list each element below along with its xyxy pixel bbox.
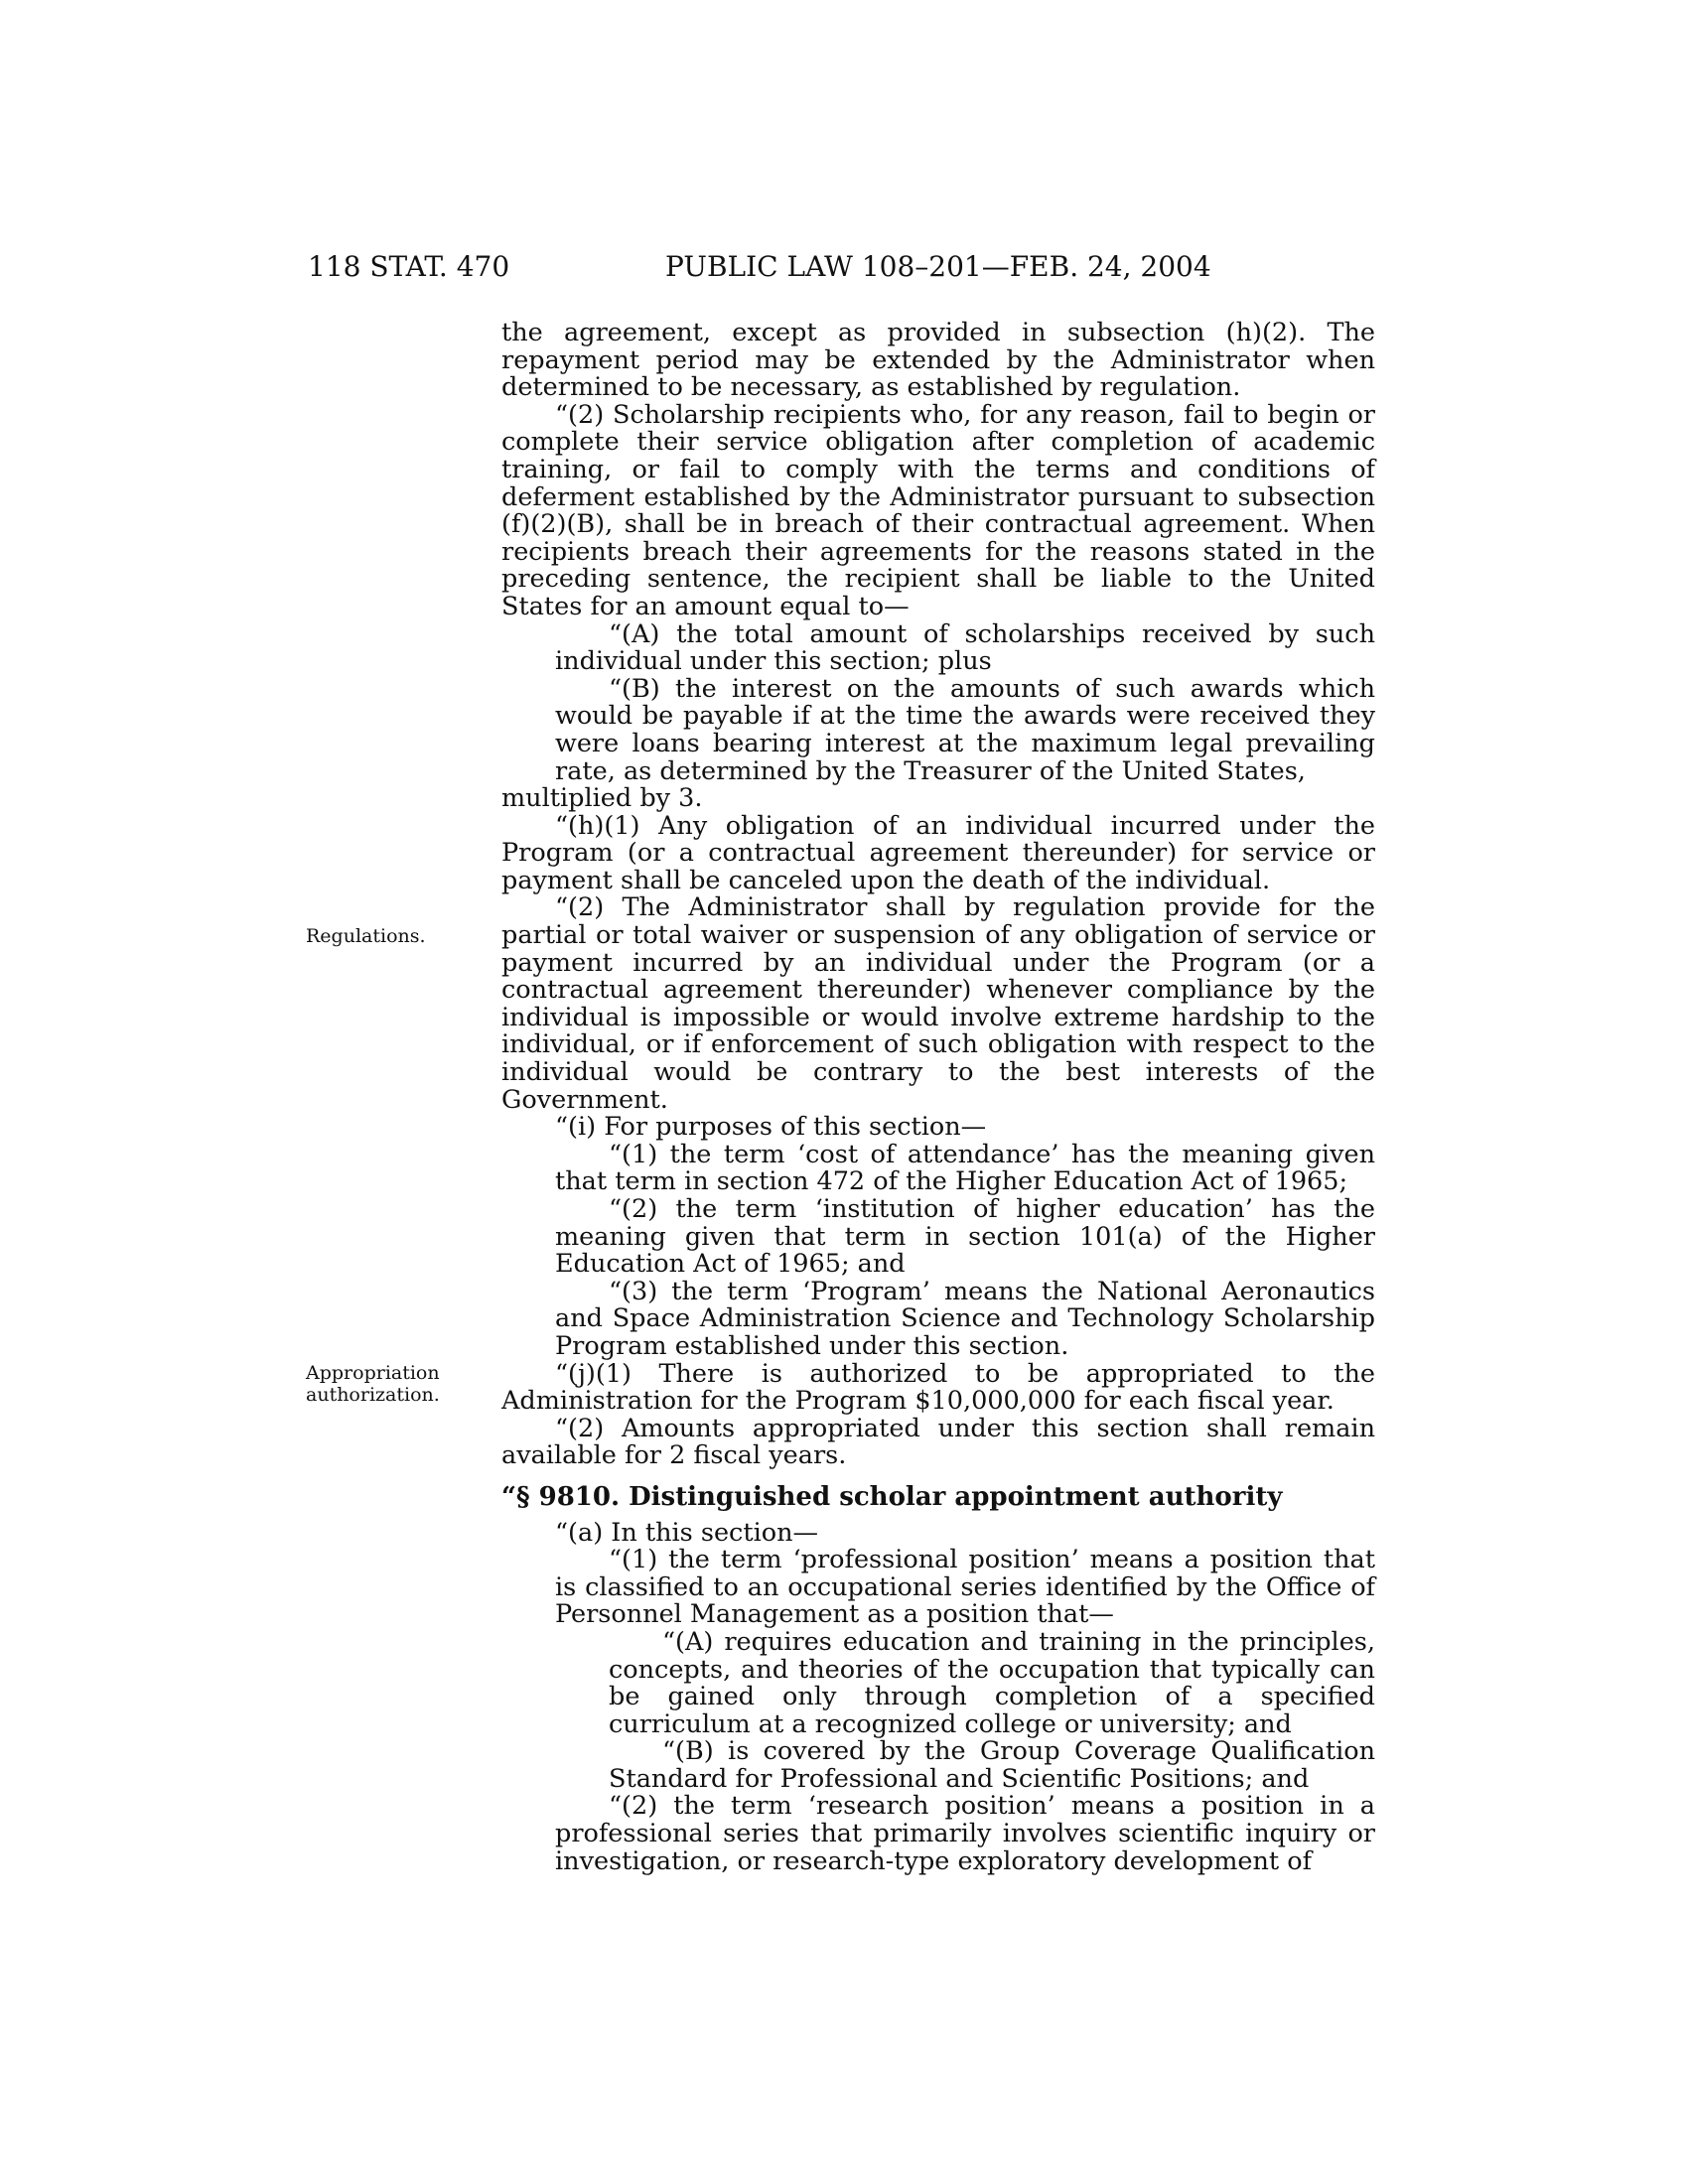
section-heading: “§ 9810. Distinguished scholar appointment authority bbox=[501, 1481, 1283, 1512]
subparagraph-b: “(B) is covered by the Group Coverage Qualification Standard for Professional and Scientific Positions; and bbox=[609, 1736, 1375, 1794]
margin-note-regulations: Regulations. bbox=[306, 925, 426, 947]
subparagraph-a: “(A) requires education and training in the principles, concepts, and theories of the occupation that typically can be gained only through completion of a specified curriculum at a recognized college or university; and bbox=[609, 1626, 1375, 1739]
margin-note-line-1: Appropriation bbox=[306, 1362, 440, 1384]
paragraph-continuation: multiplied by 3. bbox=[501, 783, 703, 814]
definition-item: “(2) the term ‘research position’ means a position in a professional series that primarily involves scientific inquiry or investigation, or research-type exploratory development of bbox=[555, 1791, 1375, 1876]
paragraph: “(2) Amounts appropriated under this section shall remain available for 2 fiscal years. bbox=[501, 1413, 1375, 1471]
margin-note-appropriation bbox=[306, 1362, 440, 1406]
paragraph: “(i) For purposes of this section— bbox=[555, 1112, 987, 1143]
margin-note-line-2: authorization. bbox=[306, 1384, 440, 1406]
subparagraph-b: “(B) the interest on the amounts of such awards which would be payable if at the time the awards were received they were loans bearing interest at the maximum legal prevailing rate, as determined by the Treasurer of the United States, bbox=[555, 673, 1375, 786]
definition-item: “(1) the term ‘cost of attendance’ has the meaning given that term in section 472 of the Higher Education Act of 1965; bbox=[555, 1139, 1375, 1197]
definition-item: “(3) the term ‘Program’ means the National Aeronautics and Space Administration Science and Technology Scholarship Program established under this section. bbox=[555, 1276, 1375, 1361]
public-law-title: PUBLIC LAW 108–201—FEB. 24, 2004 bbox=[665, 250, 1211, 283]
main-text-column bbox=[501, 320, 1375, 1875]
paragraph: “(h)(1) Any obligation of an individual incurred under the Program (or a contractual agreement thereunder) for service or payment shall be canceled upon the death of the individual. bbox=[501, 810, 1375, 895]
statute-reference: 118 STAT. 470 bbox=[308, 250, 510, 283]
subparagraph-a: “(A) the total amount of scholarships received by such individual under this section; plus bbox=[555, 618, 1375, 677]
paragraph: the agreement, except as provided in subsection (h)(2). The repayment period may be extended by the Administrator when determined to be necessary, as established by regulation. bbox=[501, 318, 1375, 403]
definition-item: “(2) the term ‘institution of higher education’ has the meaning given that term in section 101(a) of the Higher Education Act of 1965; and bbox=[555, 1194, 1375, 1280]
paragraph: “(2) Scholarship recipients who, for any reason, fail to begin or complete their service obligation after completion of academic training, or fail to comply with the terms and conditions of deferment established by the Administrator pursuant to subsection (f)(2)(B), shall be in breach of their contractual agreement. When recipients breach their agreements for the reasons stated in the preceding sentence, the recipient shall be liable to the United States for an amount equal to— bbox=[501, 399, 1375, 621]
paragraph: “(2) The Administrator shall by regulation provide for the partial or total waiver or suspension of any obligation of service or payment incurred by an individual under the Program (or a contractual agreement thereunder) whenever compliance by the individual is impossible or would involve extreme hardship to the individual, or if enforcement of such obligation with respect to the individual would be contrary to the best interests of the Government. bbox=[501, 892, 1375, 1115]
page-header bbox=[308, 250, 1410, 286]
paragraph: “(j)(1) There is authorized to be appropriated to the Administration for the Program $10,000,000 for each fiscal year. bbox=[501, 1358, 1375, 1417]
definition-item: “(1) the term ‘professional position’ means a position that is classified to an occupational series identified by the Office of Personnel Management as a position that— bbox=[555, 1545, 1375, 1630]
paragraph: “(a) In this section— bbox=[555, 1517, 818, 1548]
